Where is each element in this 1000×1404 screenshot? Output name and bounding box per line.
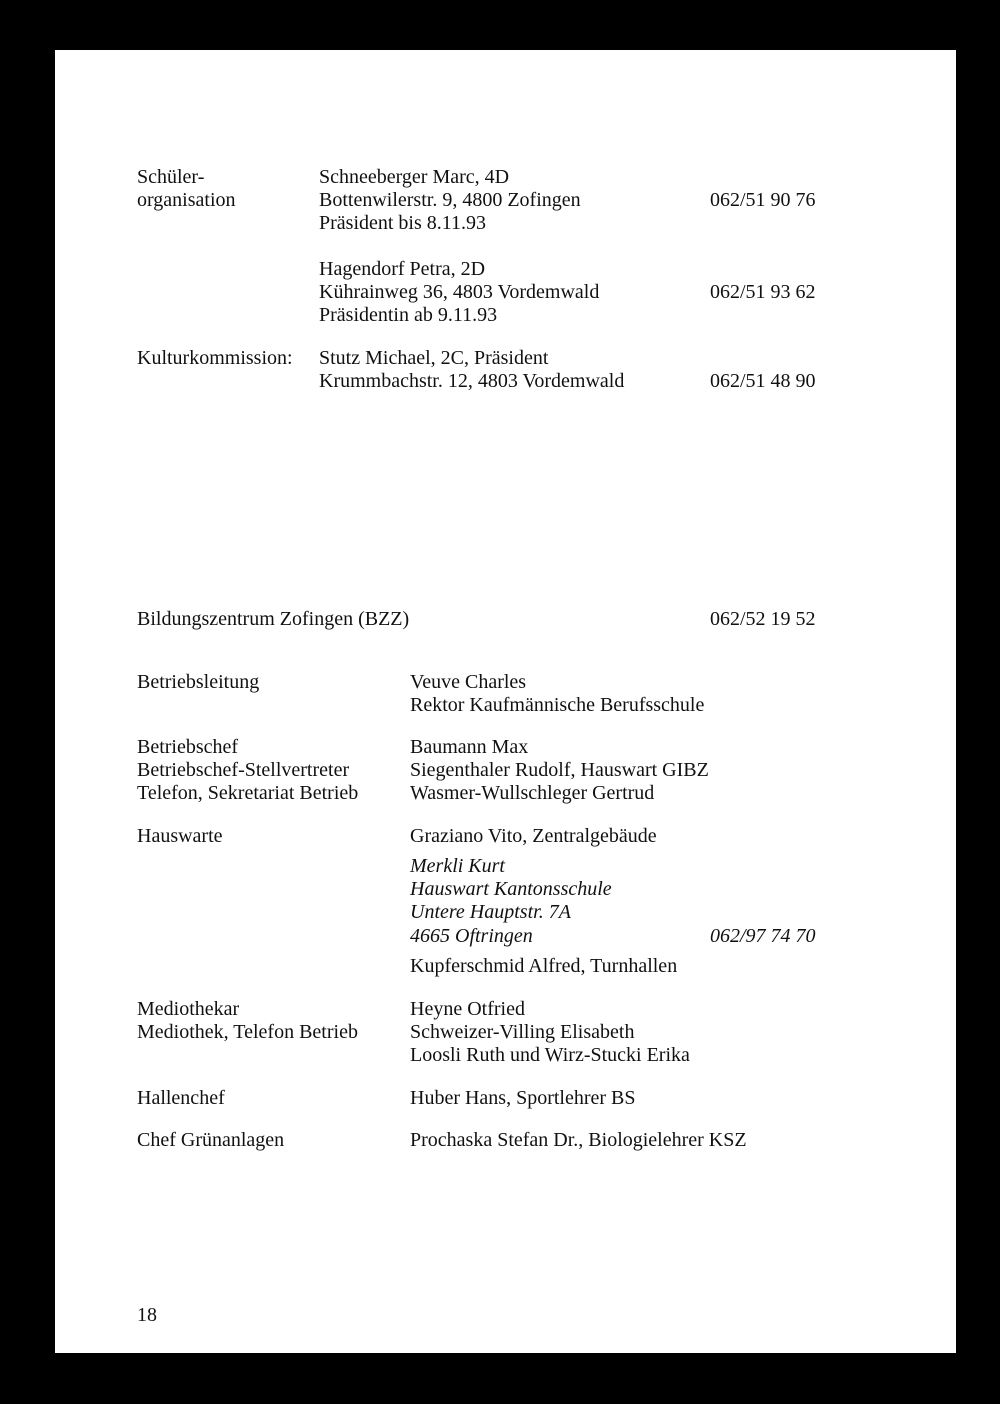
role-label: Betriebschef xyxy=(137,736,239,758)
contact-name: Schneeberger Marc, 4D xyxy=(319,166,510,188)
document-page xyxy=(55,50,956,1353)
contact-phone: 062/51 48 90 xyxy=(710,370,816,392)
role-value: Schweizer-Villing Elisabeth xyxy=(410,1021,635,1043)
role-value: Siegenthaler Rudolf, Hauswart GIBZ xyxy=(410,759,709,781)
section-label: Kulturkommission: xyxy=(137,347,293,369)
role-value: Heyne Otfried xyxy=(410,998,525,1020)
role-label: Hallenchef xyxy=(137,1087,225,1109)
contact-phone: 062/51 90 76 xyxy=(710,189,816,211)
role-label: Mediothekar xyxy=(137,998,240,1020)
contact-address: Kührainweg 36, 4803 Vordemwald xyxy=(319,281,600,303)
contact-address: Krummbachstr. 12, 4803 Vordemwald xyxy=(319,370,625,392)
role-value: Wasmer-Wullschleger Gertrud xyxy=(410,782,655,804)
role-value: Prochaska Stefan Dr., Biologielehrer KSZ xyxy=(410,1129,747,1151)
role-value: Merkli Kurt xyxy=(410,855,505,877)
role-label: Telefon, Sekretariat Betrieb xyxy=(137,782,359,804)
role-label: Betriebsleitung xyxy=(137,671,260,693)
role-value: Hauswart Kantonsschule xyxy=(410,878,612,900)
page-number: 18 xyxy=(137,1304,157,1326)
role-value: 4665 Oftringen xyxy=(410,925,533,947)
role-value: Untere Hauptstr. 7A xyxy=(410,901,571,923)
bzz-phone: 062/52 19 52 xyxy=(710,608,816,630)
role-value: Loosli Ruth und Wirz-Stucki Erika xyxy=(410,1044,690,1066)
role-value: Veuve Charles xyxy=(410,671,527,693)
role-value: Graziano Vito, Zentralgebäude xyxy=(410,825,657,847)
role-label: Betriebschef-Stellvertreter xyxy=(137,759,350,781)
role-label: Chef Grünanlagen xyxy=(137,1129,285,1151)
contact-note: Präsident bis 8.11.93 xyxy=(319,212,487,234)
contact-note: Präsidentin ab 9.11.93 xyxy=(319,304,498,326)
role-label: Hauswarte xyxy=(137,825,223,847)
section-label: Schüler- xyxy=(137,166,205,188)
role-label: Mediothek, Telefon Betrieb xyxy=(137,1021,358,1043)
role-value: Baumann Max xyxy=(410,736,529,758)
contact-name: Stutz Michael, 2C, Präsident xyxy=(319,347,549,369)
contact-phone: 062/51 93 62 xyxy=(710,281,816,303)
role-value: Kupferschmid Alfred, Turnhallen xyxy=(410,955,678,977)
section-label: organisation xyxy=(137,189,236,211)
contact-address: Bottenwilerstr. 9, 4800 Zofingen xyxy=(319,189,581,211)
contact-name: Hagendorf Petra, 2D xyxy=(319,258,486,280)
role-value: Huber Hans, Sportlehrer BS xyxy=(410,1087,636,1109)
role-value: Rektor Kaufmännische Berufsschule xyxy=(410,694,705,716)
bzz-title: Bildungszentrum Zofingen (BZZ) xyxy=(137,608,410,630)
contact-phone: 062/97 74 70 xyxy=(710,925,816,947)
